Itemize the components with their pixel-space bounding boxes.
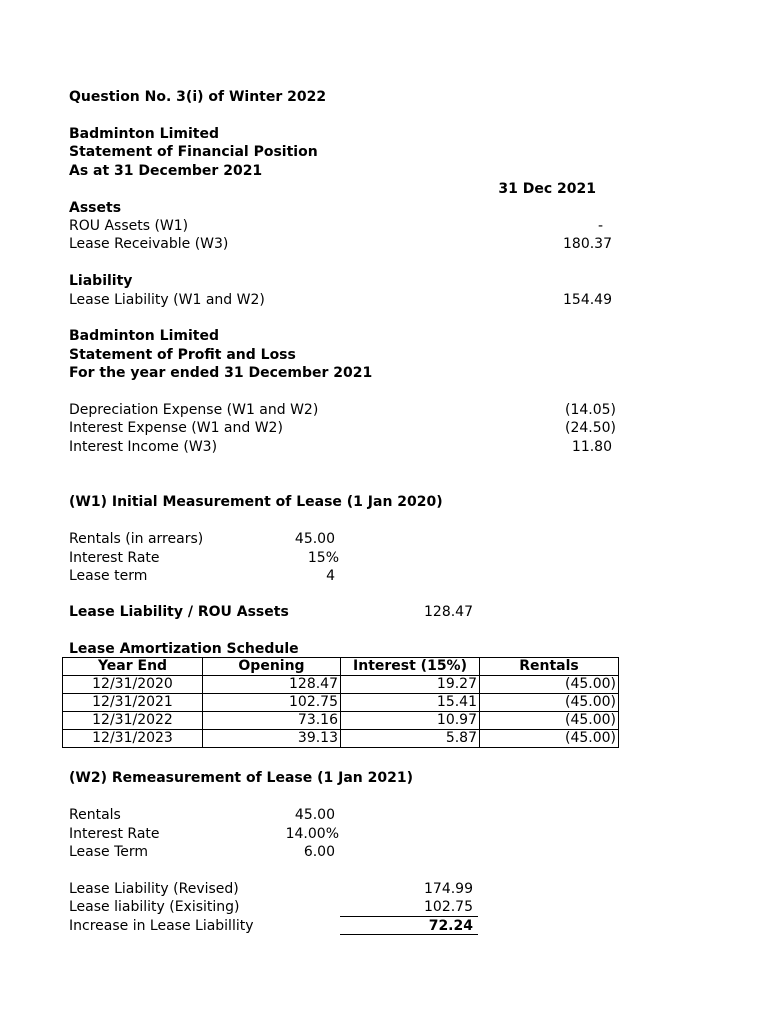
w2-rentals-label: Rentals bbox=[69, 807, 121, 823]
sopl-title: Statement of Profit and Loss bbox=[69, 347, 296, 363]
w2-revised-value: 174.99 bbox=[424, 881, 473, 897]
lease-receivable-value: 180.37 bbox=[563, 236, 612, 252]
sopl-period: For the year ended 31 December 2021 bbox=[69, 365, 373, 381]
w1-term-label: Lease term bbox=[69, 568, 148, 584]
table-header-row bbox=[63, 658, 619, 676]
cell-rentals: (45.00) bbox=[480, 694, 619, 712]
table-row bbox=[63, 676, 619, 694]
amortization-table bbox=[62, 657, 619, 748]
cell-rentals: (45.00) bbox=[480, 730, 619, 748]
table-row bbox=[63, 694, 619, 712]
w1-heading: (W1) Initial Measurement of Lease (1 Jan 2020) bbox=[69, 494, 443, 510]
interest-income-label: Interest Income (W3) bbox=[69, 439, 218, 455]
cell-opening: 73.16 bbox=[203, 712, 341, 730]
table-row bbox=[63, 730, 619, 748]
w2-term-label: Lease Term bbox=[69, 844, 149, 860]
table-row bbox=[63, 712, 619, 730]
cell-opening: 102.75 bbox=[203, 694, 341, 712]
cell-year: 12/31/2020 bbox=[63, 676, 203, 694]
rou-assets-value: - bbox=[597, 218, 603, 234]
cell-rentals: (45.00) bbox=[480, 676, 619, 694]
col-opening: Opening bbox=[203, 658, 341, 676]
cell-opening: 39.13 bbox=[203, 730, 341, 748]
w2-rate-label: Interest Rate bbox=[69, 826, 160, 842]
w2-heading: (W2) Remeasurement of Lease (1 Jan 2021) bbox=[69, 770, 413, 786]
cell-interest: 10.97 bbox=[341, 712, 480, 730]
cell-interest: 5.87 bbox=[341, 730, 480, 748]
w2-increase-label: Increase in Lease Liabillity bbox=[69, 918, 254, 934]
depreciation-label: Depreciation Expense (W1 and W2) bbox=[69, 402, 319, 418]
interest-expense-value: (24.50) bbox=[564, 420, 616, 436]
w2-term-value: 6.00 bbox=[303, 844, 335, 860]
liability-heading: Liability bbox=[69, 273, 133, 289]
cell-rentals: (45.00) bbox=[480, 712, 619, 730]
question-title: Question No. 3(i) of Winter 2022 bbox=[69, 89, 327, 105]
col-year-end: Year End bbox=[63, 658, 203, 676]
w1-rate-value: 15% bbox=[307, 550, 339, 566]
cell-opening: 128.47 bbox=[203, 676, 341, 694]
w1-rentals-value: 45.00 bbox=[294, 531, 335, 547]
cell-year: 12/31/2023 bbox=[63, 730, 203, 748]
lease-liability-value: 154.49 bbox=[563, 292, 612, 308]
cell-interest: 15.41 bbox=[341, 694, 480, 712]
assets-heading: Assets bbox=[69, 200, 122, 216]
w2-revised-label: Lease Liability (Revised) bbox=[69, 881, 239, 897]
cell-year: 12/31/2021 bbox=[63, 694, 203, 712]
cell-year: 12/31/2022 bbox=[63, 712, 203, 730]
interest-expense-label: Interest Expense (W1 and W2) bbox=[69, 420, 283, 436]
w2-rate-value: 14.00% bbox=[285, 826, 339, 842]
w1-rentals-label: Rentals (in arrears) bbox=[69, 531, 204, 547]
cell-interest: 19.27 bbox=[341, 676, 480, 694]
sofp-date: As at 31 December 2021 bbox=[69, 163, 263, 179]
w2-increase-value: 72.24 bbox=[428, 918, 473, 934]
w2-existing-value: 102.75 bbox=[424, 899, 473, 915]
w2-existing-label: Lease liability (Exisiting) bbox=[69, 899, 240, 915]
lease-liability-label: Lease Liability (W1 and W2) bbox=[69, 292, 265, 308]
rou-assets-label: ROU Assets (W1) bbox=[69, 218, 189, 234]
col-interest: Interest (15%) bbox=[341, 658, 480, 676]
depreciation-value: (14.05) bbox=[564, 402, 616, 418]
w1-lease-liability-value: 128.47 bbox=[424, 604, 473, 620]
w1-rate-label: Interest Rate bbox=[69, 550, 160, 566]
w2-rentals-value: 45.00 bbox=[294, 807, 335, 823]
w1-term-value: 4 bbox=[326, 568, 335, 584]
col-rentals: Rentals bbox=[480, 658, 619, 676]
sofp-title: Statement of Financial Position bbox=[69, 144, 318, 160]
sofp-column-header: 31 Dec 2021 bbox=[498, 181, 596, 197]
interest-income-value: 11.80 bbox=[571, 439, 612, 455]
sopl-company: Badminton Limited bbox=[69, 328, 219, 344]
schedule-heading: Lease Amortization Schedule bbox=[69, 641, 299, 657]
sofp-company: Badminton Limited bbox=[69, 126, 219, 142]
lease-receivable-label: Lease Receivable (W3) bbox=[69, 236, 229, 252]
total-rule bbox=[340, 934, 478, 935]
w1-lease-liability-label: Lease Liability / ROU Assets bbox=[69, 604, 289, 620]
